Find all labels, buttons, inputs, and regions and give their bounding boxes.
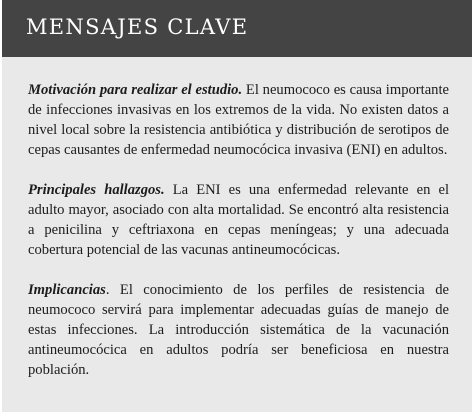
paragraph-lead: Principales hallazgos. bbox=[28, 182, 165, 198]
paragraph-motivation bbox=[28, 80, 449, 160]
paragraph-lead: Motivación para realizar el estudio. bbox=[28, 82, 243, 98]
paragraph-text: La ENI es una enfermedad relevante en el adulto mayor, asociado con alta mortalidad. Se encontró alta resistencia a penicilina y ceftriaxona en cepas meníngeas; y una adecuada cobertura potencial de las vacunas antineumocócicas. bbox=[28, 182, 449, 258]
paragraph-findings bbox=[28, 180, 449, 260]
key-messages-box bbox=[2, 0, 472, 412]
paragraph-implications bbox=[28, 280, 449, 380]
paragraph-text: El neumococo es causa importante de infecciones invasivas en los extremos de la vida. No existen datos a nivel local sobre la resistencia antibiótica y distribución de serotipos de cepas causantes de enfermedad neumocócica invasiva (ENI) en adultos. bbox=[28, 82, 450, 158]
key-messages-body bbox=[28, 80, 449, 380]
key-messages-title: MENSAJES CLAVE bbox=[26, 15, 249, 39]
key-messages-header bbox=[2, 0, 472, 57]
paragraph-text: . El conocimiento de los perfiles de resistencia de neumococo servirá para implementar adecuadas guías de manejo de estas infecciones. La introducción sistemática de la vacunación antineumocócica en adultos podría ser beneficiosa en nuestra población. bbox=[28, 282, 449, 378]
paragraph-lead: Implicancias bbox=[28, 282, 106, 298]
